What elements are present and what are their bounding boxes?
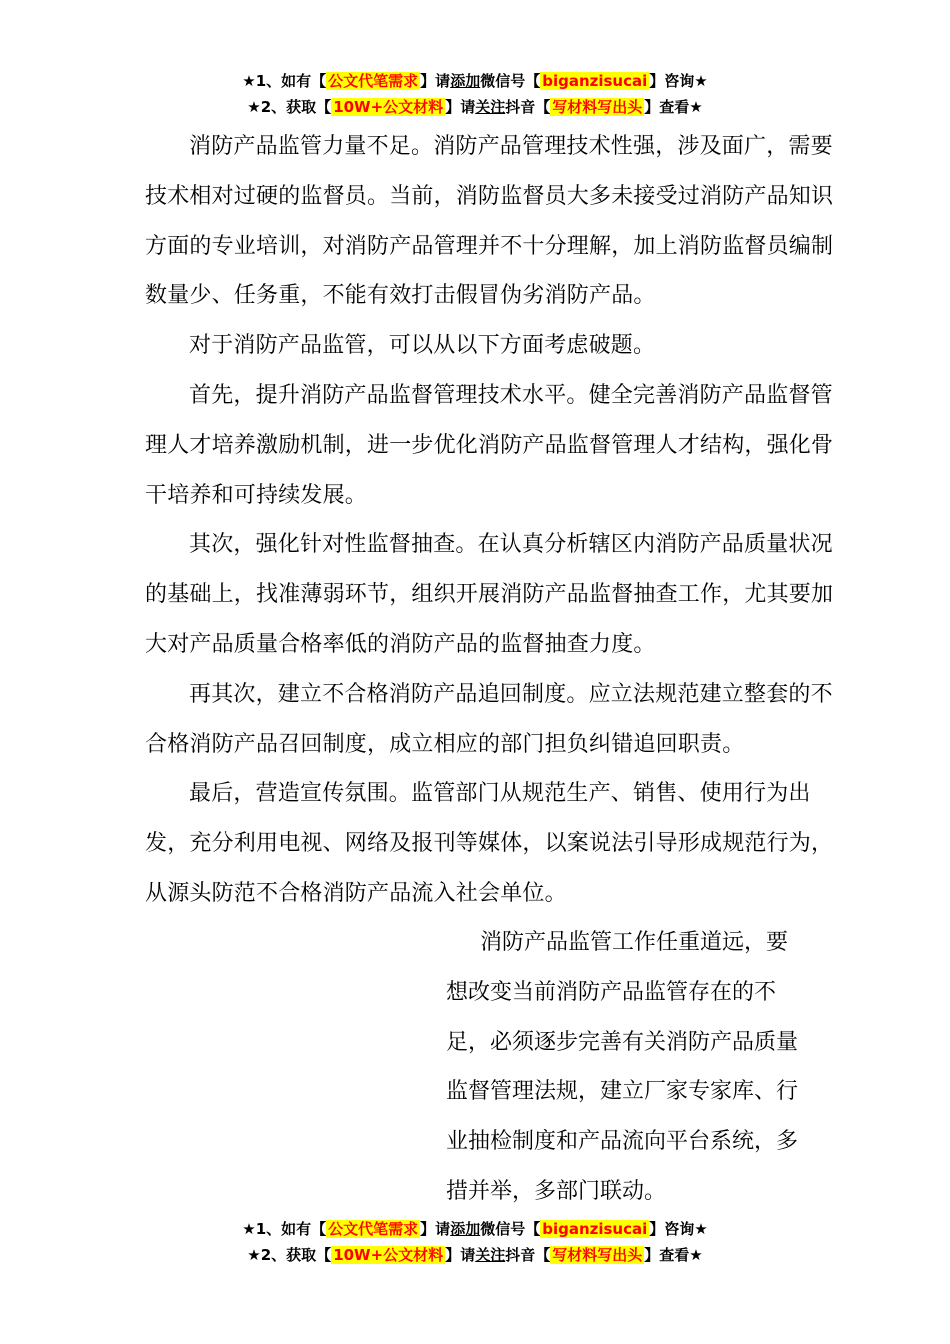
wechat-id: biganzisucai — [542, 1220, 648, 1238]
paragraph: 首先，提升消防产品监督管理技术水平。健全完善消防产品监督管理人才培养激励机制，进一步优化消防产品监督管理人才结构，强化骨干培养和可持续发展。 — [145, 382, 834, 508]
banner-text: 】请 — [420, 1220, 451, 1238]
banner-text: ★1、如有【 — [242, 72, 327, 90]
paragraph: 消防产品监管力量不足。消防产品管理技术性强，涉及面广，需要技术相对过硬的监督员。当前，消防监督员大多未接受过消防产品知识方面的专业培训，对消防产品管理并不十分理解，加上消防监督员编制数量少、任务重，不能有效打击假冒伪劣消防产品。 — [145, 134, 834, 309]
banner-text: 抖音【 — [505, 98, 551, 116]
document-body — [145, 122, 835, 919]
banner-line-2 — [0, 94, 950, 120]
banner-text: ★2、获取【 — [247, 1246, 332, 1264]
banner-text: 】请 — [420, 72, 451, 90]
highlight-text: 10W+公文材料 — [333, 1246, 444, 1264]
highlight-text: 公文代笔需求 — [328, 72, 419, 90]
banner-text: 微信号【 — [480, 72, 541, 90]
paragraph: 最后，营造宣传氛围。监管部门从规范生产、销售、使用行为出发，充分利用电视、网络及报刊等媒体，以案说法引导形成规范行为，从源头防范不合格消防产品流入社会单位。 — [145, 781, 834, 906]
closing-paragraph: 消防产品监管工作任重道远，要想改变当前消防产品监管存在的不足，必须逐步完善有关消防产品质量监督管理法规，建立厂家专家库、行业抽检制度和产品流向平台系统，多措并举，多部门联动。 — [446, 930, 799, 1204]
wechat-id: biganzisucai — [542, 72, 648, 90]
banner-text: ★2、获取【 — [247, 98, 332, 116]
banner-text: 】查看★ — [644, 1246, 703, 1264]
underlined-text: 添加 — [450, 72, 481, 90]
closing-block — [446, 918, 808, 1217]
paragraph: 其次，强化针对性监督抽查。在认真分析辖区内消防产品质量状况的基础上，找准薄弱环节，组织开展消防产品监督抽查工作，尤其要加大对产品质量合格率低的消防产品的监督抽查力度。 — [145, 532, 834, 657]
douyin-id: 写材料写出头 — [552, 1246, 643, 1264]
banner-line-1 — [0, 68, 950, 94]
banner-line-2 — [0, 1242, 950, 1268]
banner-text: 】请 — [445, 98, 476, 116]
banner-text: 】查看★ — [644, 98, 703, 116]
banner-text: ★1、如有【 — [242, 1220, 327, 1238]
banner-text: 微信号【 — [480, 1220, 541, 1238]
underlined-text: 关注 — [475, 1246, 506, 1264]
banner-text: 】咨询★ — [649, 1220, 708, 1238]
paragraph: 再其次，建立不合格消防产品追回制度。应立法规范建立整套的不合格消防产品召回制度，成立相应的部门担负纠错追回职责。 — [145, 681, 833, 757]
douyin-id: 写材料写出头 — [552, 98, 643, 116]
banner-line-1 — [0, 1216, 950, 1242]
banner-text: 】请 — [445, 1246, 476, 1264]
underlined-text: 关注 — [475, 98, 506, 116]
highlight-text: 公文代笔需求 — [328, 1220, 419, 1238]
paragraph: 对于消防产品监管，可以从以下方面考虑破题。 — [189, 333, 656, 359]
underlined-text: 添加 — [450, 1220, 481, 1238]
banner-text: 】咨询★ — [649, 72, 708, 90]
banner-text: 抖音【 — [505, 1246, 551, 1264]
footer-banner — [0, 1216, 950, 1268]
header-banner — [0, 68, 950, 120]
highlight-text: 10W+公文材料 — [333, 98, 444, 116]
